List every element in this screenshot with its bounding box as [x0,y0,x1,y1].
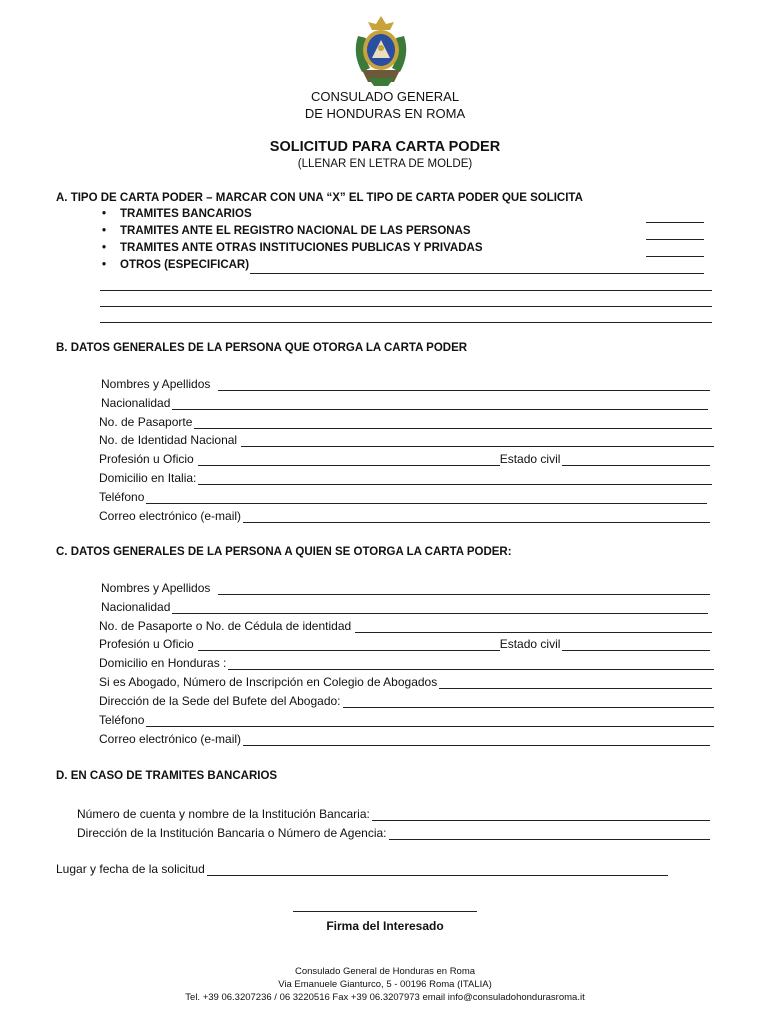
b-email-row [99,509,710,523]
d-cuenta-line[interactable] [372,810,710,821]
b-nombres-line[interactable] [218,380,710,391]
consulate-name-line1: CONSULADO GENERAL [310,89,460,104]
footer-line1: Consulado General de Honduras en Roma [294,966,476,977]
c-bufete-label: Dirección de la Sede del Bufete del Abogado: [99,694,341,708]
place-date-row [56,862,668,876]
b-domicilio-label: Domicilio en Italia: [99,471,197,485]
section-c-title: C. DATOS GENERALES DE LA PERSONA A QUIEN SE OTORGA LA CARTA PODER: [56,546,512,558]
b-nacionalidad-row [101,396,708,410]
b-nombres-label: Nombres y Apellidos [101,377,211,391]
d-direccion-row [77,826,710,840]
c-profesion-line[interactable] [198,640,500,651]
signature-line[interactable] [293,911,477,912]
b-email-label: Correo electrónico (e-mail) [99,509,242,523]
c-domicilio-row [99,656,714,670]
d-direccion-label: Dirección de la Institución Bancaria o Número de Agencia: [77,826,387,840]
b-telefono-line[interactable] [146,493,707,504]
b-profesion-row [99,452,710,466]
option-registro-mark-line[interactable] [646,239,704,240]
page-subtitle: (LLENAR EN LETRA DE MOLDE) [297,158,473,170]
b-telefono-label: Teléfono [99,490,145,504]
place-date-line[interactable] [207,865,668,876]
section-a-title: A. TIPO DE CARTA PODER – MARCAR CON UNA “X” EL TIPO DE CARTA PODER QUE SOLICITA [56,192,583,204]
section-b-title: B. DATOS GENERALES DE LA PERSONA QUE OTORGA LA CARTA PODER [56,342,468,354]
c-profesion-label: Profesión u Oficio [99,637,194,651]
c-nombres-line[interactable] [218,584,710,595]
c-nombres-row [101,581,710,595]
b-estado-civil-line[interactable] [562,455,710,466]
option-otras-instituciones: • TRAMITES ANTE OTRAS INSTITUCIONES PUBLICAS Y PRIVADAS [102,242,483,254]
b-domicilio-row [99,471,712,485]
b-nacionalidad-line[interactable] [172,399,708,410]
footer-line3: Tel. +39 06.3207236 / 06 3220516 Fax +39 06.3207973 email info@consuladohondurasroma.it [185,992,585,1003]
option-otros: • OTROS (ESPECIFICAR) [102,259,249,271]
c-domicilio-line[interactable] [228,659,714,670]
b-pasaporte-line[interactable] [194,418,712,429]
c-domicilio-label: Domicilio en Honduras : [99,656,227,670]
c-profesion-row [99,637,710,651]
c-email-label: Correo electrónico (e-mail) [99,732,242,746]
c-nacionalidad-label: Nacionalidad [101,600,171,614]
consulate-name-line2: DE HONDURAS EN ROMA [304,106,466,121]
option-otras-mark-line[interactable] [646,256,704,257]
page-title: SOLICITUD PARA CARTA PODER [269,139,501,155]
d-direccion-line[interactable] [389,829,710,840]
c-nacionalidad-line[interactable] [172,603,708,614]
d-cuenta-label: Número de cuenta y nombre de la Institución Bancaria: [77,807,370,821]
c-telefono-label: Teléfono [99,713,145,727]
c-nacionalidad-row [101,600,708,614]
c-pasaporte-line[interactable] [355,622,712,633]
d-cuenta-row [77,807,710,821]
c-pasaporte-label: No. de Pasaporte o No. de Cédula de identidad [99,619,352,633]
c-abogado-row [99,675,712,689]
b-nacionalidad-label: Nacionalidad [101,396,171,410]
c-bufete-line[interactable] [343,697,714,708]
footer-line2: Via Emanuele Gianturco, 5 - 00196 Roma (ITALIA) [278,979,492,990]
b-telefono-row [99,490,707,504]
b-estado-civil-label: Estado civil [499,452,561,466]
b-pasaporte-label: No. de Pasaporte [99,415,193,429]
b-profesion-label: Profesión u Oficio [99,452,194,466]
option-registro-nacional: • TRAMITES ANTE EL REGISTRO NACIONAL DE LAS PERSONAS [102,225,471,237]
b-identidad-label: No. de Identidad Nacional [99,433,238,447]
c-telefono-line[interactable] [146,716,714,727]
c-abogado-label: Si es Abogado, Número de Inscripción en Colegio de Abogados [99,675,438,689]
section-d-title: D. EN CASO DE TRAMITES BANCARIOS [56,770,278,782]
option-otros-specify-line[interactable] [250,273,704,274]
otros-extra-line-1[interactable] [100,290,712,291]
place-date-label: Lugar y fecha de la solicitud [56,862,205,876]
otros-extra-line-2[interactable] [100,306,712,307]
c-estado-civil-line[interactable] [562,640,710,651]
b-domicilio-line[interactable] [198,474,712,485]
honduras-coat-of-arms-icon [348,14,414,88]
c-estado-civil-label: Estado civil [499,637,561,651]
b-pasaporte-row [99,415,712,429]
c-abogado-line[interactable] [439,678,712,689]
b-identidad-line[interactable] [241,436,714,447]
b-identidad-row [99,433,714,447]
c-bufete-row [99,694,714,708]
b-nombres-row [101,377,710,391]
c-email-line[interactable] [243,735,710,746]
option-tramites-bancarios: • TRAMITES BANCARIOS [102,208,252,220]
otros-extra-line-3[interactable] [100,322,712,323]
c-pasaporte-row [99,619,712,633]
b-email-line[interactable] [243,512,710,523]
c-nombres-label: Nombres y Apellidos [101,581,211,595]
signature-label: Firma del Interesado [326,919,444,933]
option-bancarios-mark-line[interactable] [646,222,704,223]
c-telefono-row [99,713,714,727]
c-email-row [99,732,710,746]
b-profesion-line[interactable] [198,455,500,466]
